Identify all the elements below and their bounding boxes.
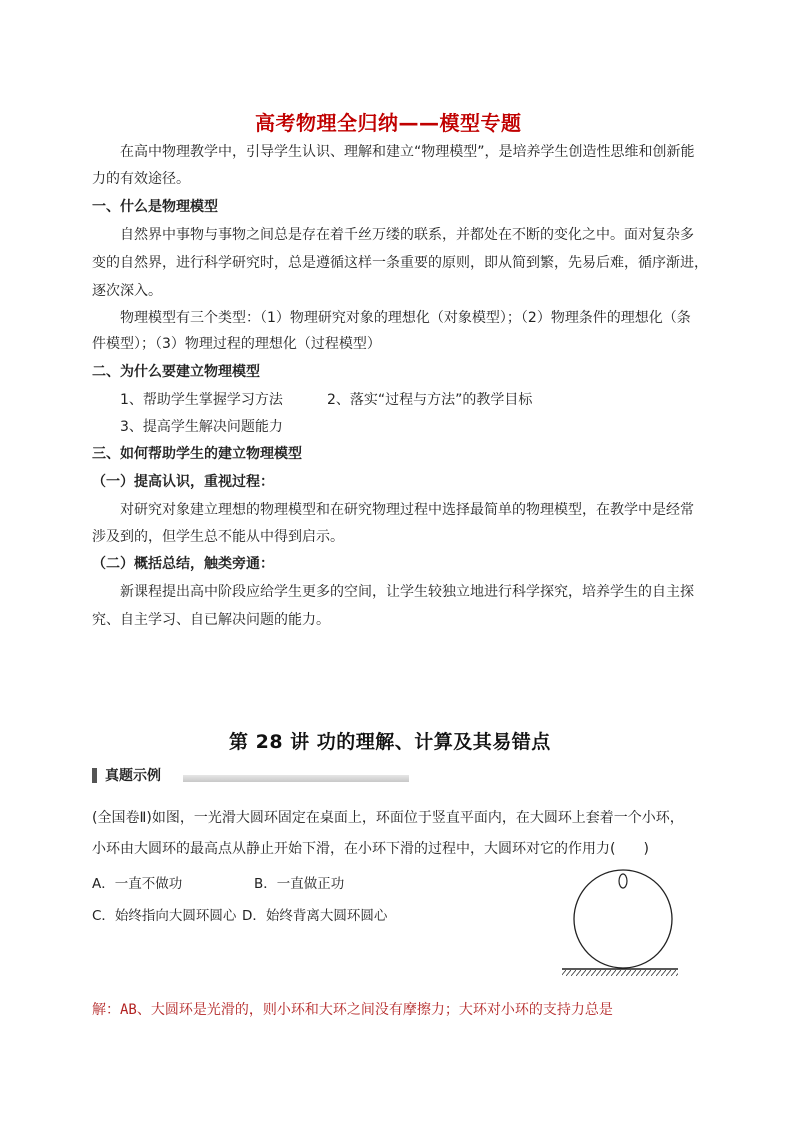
solution-line: 解：AB、大圆环是光滑的，则小环和大环之间没有摩擦力；大环对小环的支持力总是	[92, 1002, 613, 1018]
subsection-1-line-1: 对研究对象建立理想的物理模型和在研究物理过程中选择最简单的物理模型，在教学中是经常	[120, 502, 694, 518]
section-2-heading: 二、为什么要建立物理模型	[92, 364, 260, 380]
ring-diagram	[556, 868, 696, 983]
option-c: C．始终指向大圆环圆心	[92, 908, 237, 924]
section-1-heading: 一、什么是物理模型	[92, 199, 218, 215]
section-2-item-2: 2、落实“过程与方法”的教学目标	[327, 392, 533, 408]
section-2-item-1: 1、帮助学生掌握学习方法	[120, 392, 283, 408]
section-tag-underline	[183, 775, 409, 782]
section-1-p2-line-2: 件模型）；（3）物理过程的理想化（过程模型）	[92, 336, 381, 352]
section-1-p2-line-1: 物理模型有三个类型：（1）物理研究对象的理想化（对象模型）；（2）物理条件的理想化（条	[120, 310, 691, 326]
subsection-2-line-1: 新课程提出高中阶段应给学生更多的空间，让学生较独立地进行科学探究，培养学生的自主探	[120, 584, 694, 600]
section-tag-bar	[92, 768, 97, 783]
question-line-1: (全国卷Ⅱ)如图，一光滑大圆环固定在桌面上，环面位于竖直平面内，在大圆环上套着一个小环，	[92, 810, 684, 826]
intro-paragraph-line-2: 力的有效途径。	[92, 171, 190, 187]
option-b: B．一直做正功	[254, 876, 345, 892]
subsection-1-heading: （一）提高认识，重视过程：	[92, 474, 274, 490]
section-1-p1-line-3: 逐次深入。	[92, 283, 162, 299]
section-tag-label: 真题示例	[105, 768, 161, 784]
section-1-p1-line-1: 自然界中事物与事物之间总是存在着千丝万缕的联系，并都处在不断的变化之中。面对复杂多	[120, 227, 694, 243]
option-d: D．始终背离大圆环圆心	[242, 908, 388, 924]
section-3-heading: 三、如何帮助学生的建立物理模型	[92, 446, 302, 462]
table-hatching	[562, 970, 678, 976]
section-2-item-3: 3、提高学生解决问题能力	[120, 419, 283, 435]
question-line-2: 小环由大圆环的最高点从静止开始下滑，在小环下滑的过程中，大圆环对它的作用力( )	[92, 841, 649, 857]
lecture-title: 第 28 讲 功的理解、计算及其易错点	[229, 731, 551, 753]
subsection-2-line-2: 究、自主学习、自已解决问题的能力。	[92, 612, 330, 628]
document-title: 高考物理全归纳——模型专题	[255, 111, 522, 135]
option-a: A．一直不做功	[92, 876, 183, 892]
subsection-2-heading: （二）概括总结，触类旁通：	[92, 556, 274, 572]
intro-paragraph-line-1: 在高中物理教学中，引导学生认识、理解和建立“物理模型”，是培养学生创造性思维和创新能	[120, 144, 695, 160]
section-1-p1-line-2: 变的自然界，进行科学研究时，总是遵循这样一条重要的原则，即从简到繁，先易后难，循序渐进，	[92, 255, 708, 271]
small-ring	[619, 874, 627, 888]
subsection-1-line-2: 涉及到的，但学生总不能从中得到启示。	[92, 529, 344, 545]
